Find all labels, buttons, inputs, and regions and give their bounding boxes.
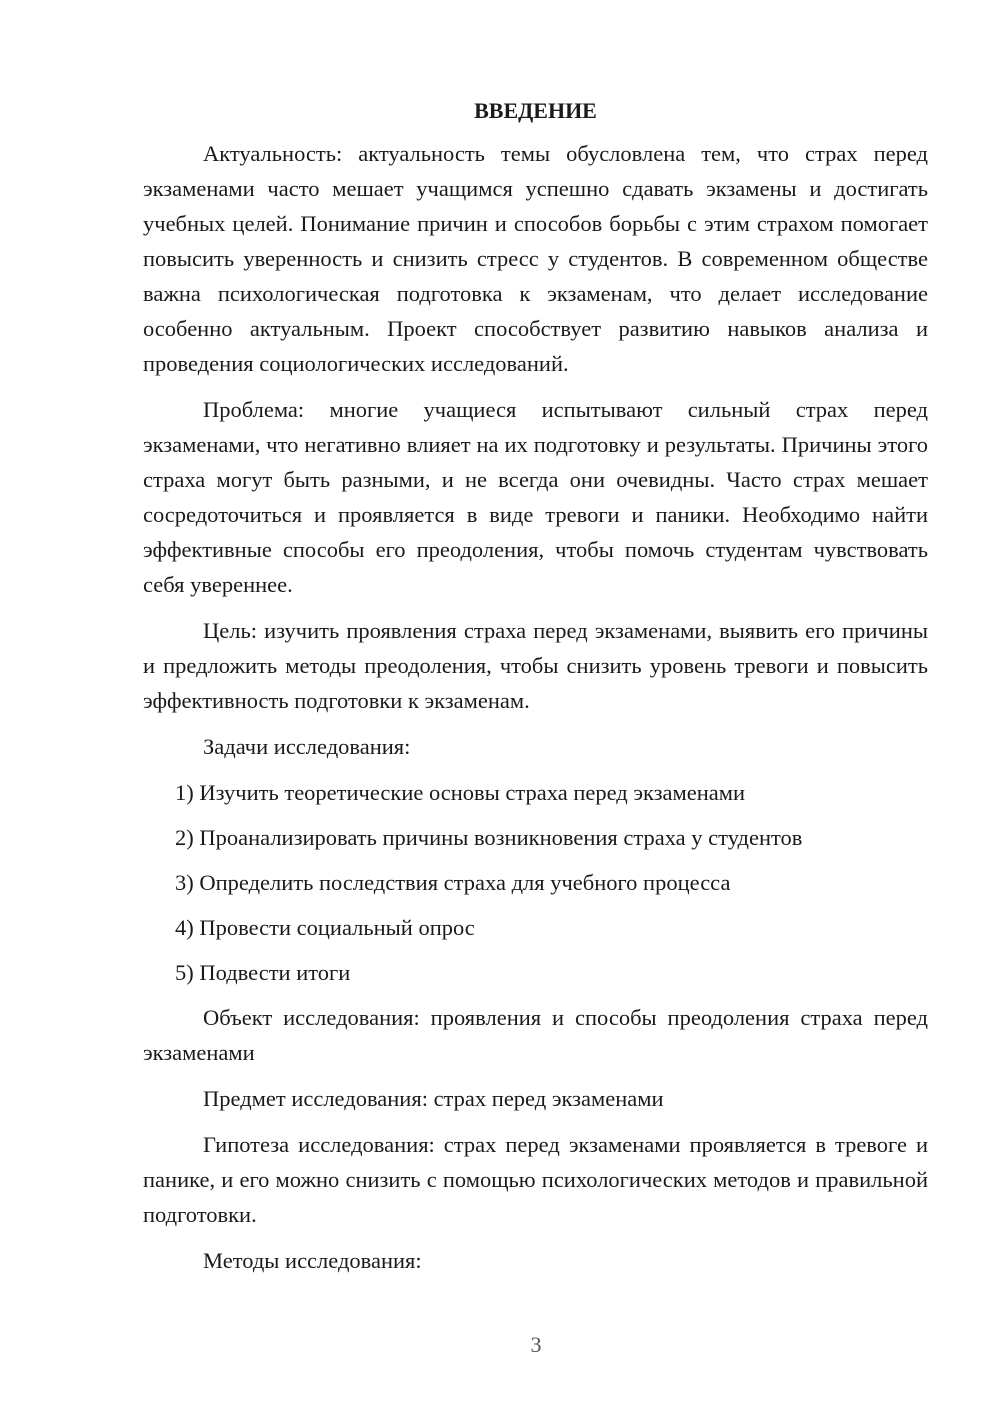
relevance-paragraph: Актуальность: актуальность темы обусловлена тем, что страх перед экзаменами часто мешает учащимся успешно сдавать экзамены и достигать учебных целей. Понимание причин и способов борьбы с этим страхом помогает повысить уверенность и снизить стресс у студентов. В современном обществе важна психологическая подготовка к экзаменам, что делает исследование особенно актуальным. Проект способствует развитию навыков анализа и проведения социологических исследований. — [143, 141, 928, 376]
problem-paragraph: Проблема: многие учащиеся испытывают сильный страх перед экзаменами, что негативно влияет на их подготовку и результаты. Причины этого страха могут быть разными, и не всегда они очевидны. Часто страх мешает сосредоточиться и проявляется в виде тревоги и паники. Необходимо найти эффективные способы его преодоления, чтобы помочь студентам чувствовать себя увереннее. — [143, 397, 928, 597]
tasks-heading: Задачи исследования: — [203, 734, 411, 759]
list-item: 4) Провести социальный опрос — [175, 915, 475, 940]
goal-paragraph: Цель: изучить проявления страха перед экзаменами, выявить его причины и предложить методы преодоления, чтобы снизить уровень тревоги и повысить эффективность подготовки к экзаменам. — [143, 618, 928, 713]
tasks-list — [143, 775, 928, 990]
hypothesis-paragraph: Гипотеза исследования: страх перед экзаменами проявляется в тревоге и панике, и его можно снизить с помощью психологических методов и правильной подготовки. — [143, 1132, 928, 1227]
subject-paragraph: Предмет исследования: страх перед экзаменами — [203, 1086, 664, 1111]
page-content — [143, 96, 928, 1289]
list-item: 1) Изучить теоретические основы страха перед экзаменами — [175, 780, 746, 805]
page-number: 3 — [530, 1332, 542, 1357]
object-paragraph: Объект исследования: проявления и способы преодоления страха перед экзаменами — [143, 1005, 928, 1065]
list-item: 5) Подвести итоги — [175, 960, 351, 985]
methods-heading: Методы исследования: — [203, 1248, 422, 1273]
section-heading: ВВЕДЕНИЕ — [474, 98, 597, 123]
list-item: 3) Определить последствия страха для учебного процесса — [175, 870, 731, 895]
list-item: 2) Проанализировать причины возникновения страха у студентов — [175, 825, 803, 850]
